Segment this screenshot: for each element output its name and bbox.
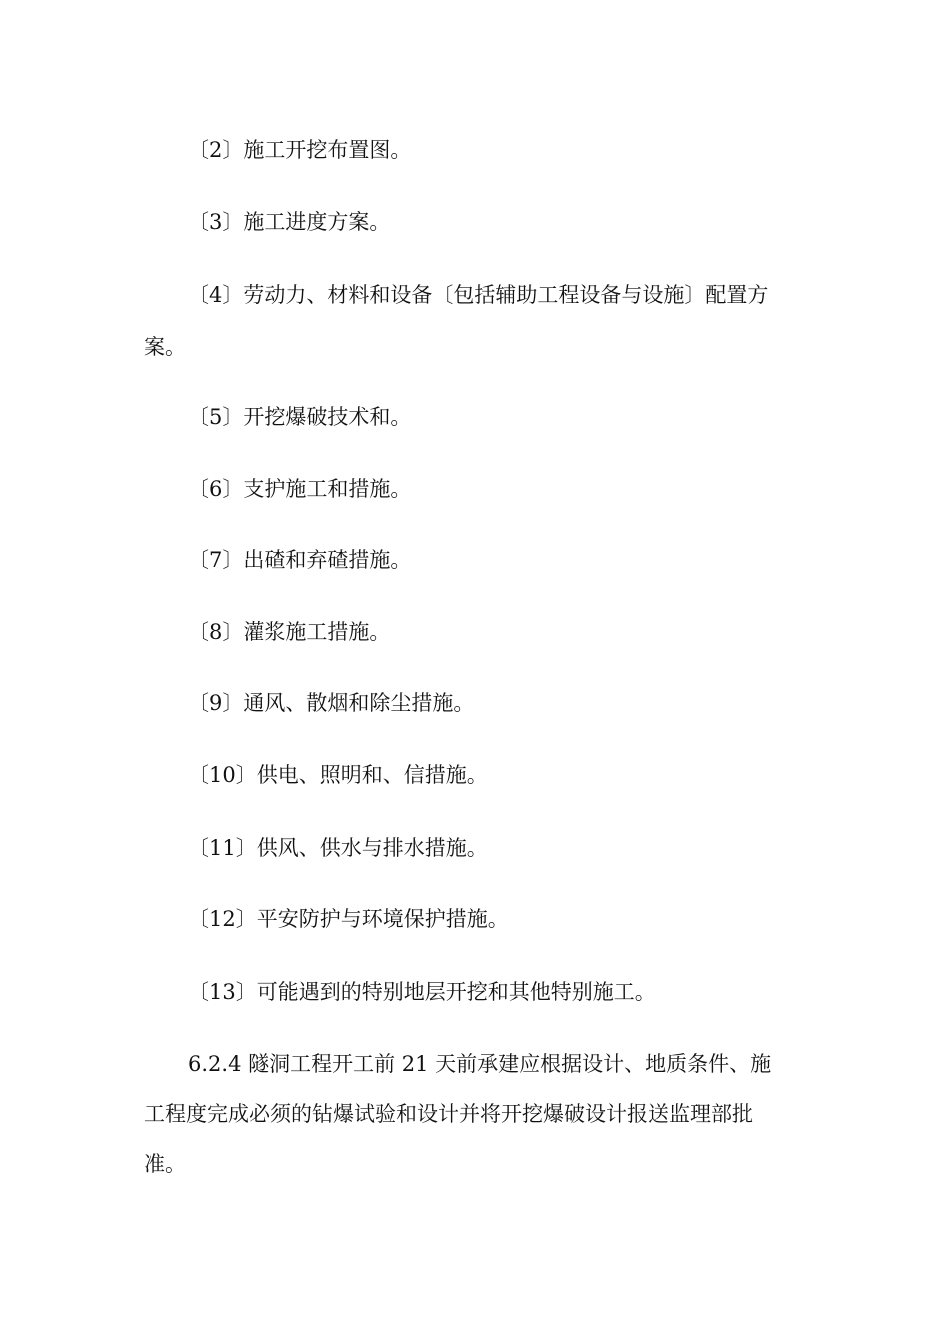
list-item-4-continuation: 案。 <box>144 335 186 359</box>
list-item-9: 〔9〕通风、散烟和除尘措施。 <box>188 691 475 715</box>
list-item-2: 〔2〕施工开挖布置图。 <box>188 138 412 162</box>
section-6-2-4-line-2: 工程度完成必须的钻爆试验和设计并将开挖爆破设计报送监理部批 <box>144 1102 753 1126</box>
list-item-13: 〔13〕可能遇到的特别地层开挖和其他特别施工。 <box>188 980 656 1004</box>
list-item-8: 〔8〕灌浆施工措施。 <box>188 620 391 644</box>
list-item-3: 〔3〕施工进度方案。 <box>188 210 391 234</box>
list-item-4: 〔4〕劳动力、材料和设备〔包括辅助工程设备与设施〕配置方 <box>188 283 769 307</box>
list-item-5: 〔5〕开挖爆破技术和。 <box>188 405 412 429</box>
section-6-2-4-line-1: 6.2.4 隧洞工程开工前 21 天前承建应根据设计、地质条件、施 <box>188 1052 772 1076</box>
list-item-12: 〔12〕平安防护与环境保护措施。 <box>188 907 509 931</box>
section-6-2-4-line-3: 准。 <box>144 1152 186 1176</box>
list-item-10: 〔10〕供电、照明和、信措施。 <box>188 763 488 787</box>
list-item-11: 〔11〕供风、供水与排水措施。 <box>188 836 488 860</box>
list-item-6: 〔6〕支护施工和措施。 <box>188 477 412 501</box>
list-item-7: 〔7〕出碴和弃碴措施。 <box>188 548 412 572</box>
